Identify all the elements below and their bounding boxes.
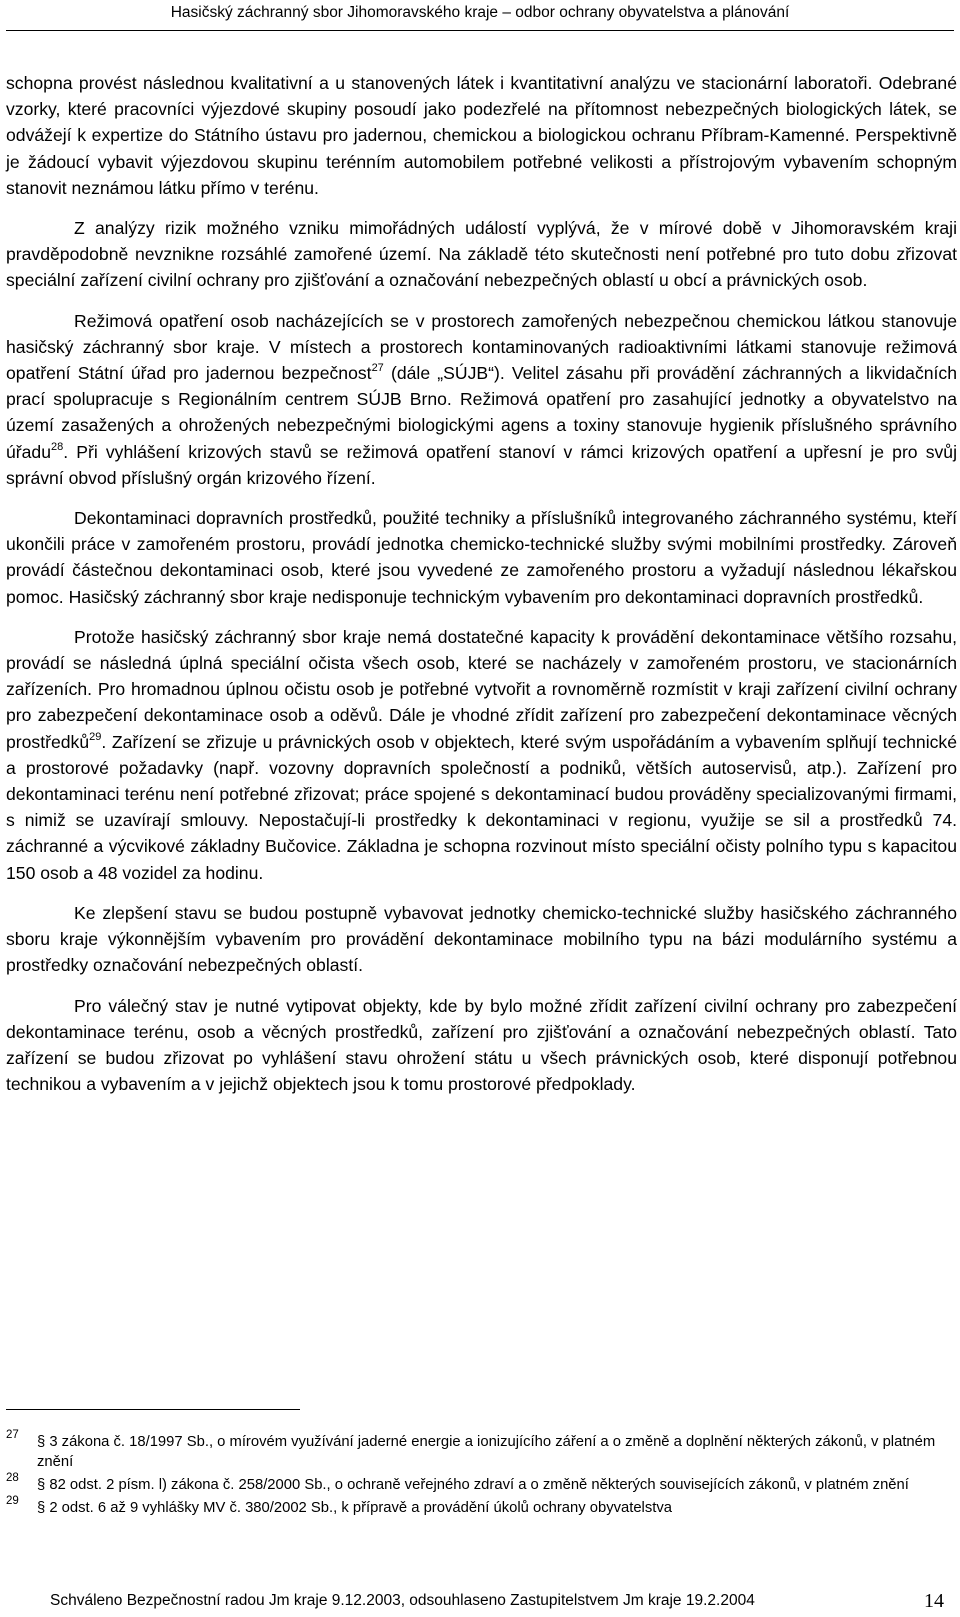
paragraph-text: Dekontaminaci dopravních prostředků, použité techniky a příslušníků integrovaného záchranného systému, kteří ukončili práce v zamořeném prostoru, provádí jednotka chemicko-technické služby svými mobilními prostředky. Zároveň provádí částečnou dekontaminaci osob, které jsou vyvedené ze zamořeného prostoru a vyžadují následnou lékařskou pomoc. Hasičský záchranný sbor kraje nedisponuje technickým vybavením pro dekontaminaci dopravních prostředků. xyxy=(6,508,957,607)
document-body xyxy=(6,70,957,1111)
paragraph-text: . Zařízení se zřizuje u právnických osob v objektech, které svým uspořádáním a vybavením splňují technické a prostorové požadavky (např. vozovny dopravních společností a podniků, větších autoservisů, atp.). Zařízení pro dekontaminaci terénu není potřebné zřizovat; práce spojené s dekontaminací budou prováděny specializovanými firmami, s nimiž se uzavírají smlouvy. Nepostačují-li prostředky k dekontaminaci v regionu, využije se sil a prostředků 74. záchranné a výcvikové základny Bučovice. Základna je schopna rozvinout místo speciální očisty polního typu s kapacitou 150 osob a 48 vozidel za hodinu. xyxy=(6,731,957,883)
paragraph-risk-analysis xyxy=(6,215,957,294)
footnote-reference[interactable]: 28 xyxy=(51,440,64,453)
paragraph-text: (dále „SÚJB“). Velitel zásahu při provádění záchranných a likvidačních prací spolupracuje s Regionálním centrem SÚJB Brno. Režimová opatření pro zasahující jednotky a obyvatelstvo na území zasažených a ohrožených nebezpečnými biologickými agens a toxiny stanovuje hygienik příslušného správního úřadu xyxy=(6,363,957,462)
page-number: 14 xyxy=(924,1590,944,1612)
footnote-text: 82 odst. 2 písm. l) zákona č. 258/2000 Sb., o ochraně veřejného zdraví a o změně některých souvisejících zákonů, v platném znění xyxy=(49,1477,909,1493)
approval-footer: Schváleno Bezpečnostní radou Jm kraje 9.12.2003, odsouhlaseno Zastupitelstvem Jm kraje 19.2.2004 xyxy=(50,1592,755,1609)
paragraph-laboratory-analysis xyxy=(6,70,957,201)
section-sign: § xyxy=(37,1434,50,1450)
paragraph-decontamination-capacity xyxy=(6,624,957,886)
footnote-item xyxy=(6,1472,957,1495)
header-divider xyxy=(6,30,954,31)
footnote-reference[interactable]: 29 xyxy=(89,730,102,743)
section-sign: § xyxy=(37,1500,50,1516)
paragraph-improvements xyxy=(6,900,957,979)
footnote-reference[interactable]: 27 xyxy=(371,362,384,375)
paragraph-text: . Při vyhlášení krizových stavů se režimová opatření stanoví v rámci krizových opatření a upřesní je pro svůj správní obvod příslušný orgán krizového řízení. xyxy=(6,441,957,488)
paragraph-vehicle-decontamination xyxy=(6,505,957,610)
paragraph-wartime xyxy=(6,993,957,1098)
footnote-text: 2 odst. 6 až 9 vyhlášky MV č. 380/2002 Sb., k přípravě a provádění úkolů ochrany obyvatelstva xyxy=(49,1500,672,1516)
paragraph-regime-measures xyxy=(6,308,957,491)
paragraph-text: Protože hasičský záchranný sbor kraje nemá dostatečné kapacity k provádění dekontaminace většího rozsahu, provádí se následná úplná speciální očista všech osob, které se nacházely v zamořeném prostoru, ve stacionárních zařízeních. Pro hromadnou úplnou očistu osob je potřebné vytvořit a rovnoměrně rozmístit v kraji zařízení civilní ochrany pro zabezpečení dekontaminace osob a oděvů. Dále je vhodné zřídit zařízení pro zabezpečení dekontaminace věcných prostředků xyxy=(6,626,957,752)
footnote-number: 28 xyxy=(6,1472,19,1484)
paragraph-text: Režimová opatření osob nacházejících se v prostorech zamořených nebezpečnou chemickou látkou stanovuje hasičský záchranný sbor kraje. V místech a prostorech kontaminovaných radioaktivními látkami stanovuje režimová opatření Státní úřad pro jadernou bezpečnost xyxy=(6,310,957,384)
paragraph-text: Pro válečný stav je nutné vytipovat objekty, kde by bylo možné zřídit zařízení civilní ochrany pro zabezpečení dekontaminace terénu, osob a věcných prostředků, zařízení pro zjišťování a označování nebezpečných oblastí. Tato zařízení se budou zřizovat po vyhlášení stavu ohrožení státu u všech právnických osob, které disponují potřebnou technikou a vybavením a v jejichž objektech jsou k tomu prostorové předpoklady. xyxy=(6,995,957,1095)
footnote-item xyxy=(6,1429,957,1472)
footnote-number: 27 xyxy=(6,1429,19,1441)
footnote-item xyxy=(6,1495,957,1518)
section-sign: § xyxy=(37,1477,50,1493)
paragraph-text: Z analýzy rizik možného vzniku mimořádných událostí vyplývá, že v mírové době v Jihomoravském kraji pravděpodobně nevznikne rozsáhlé zamořené území. Na základě této skutečnosti není potřebné pro tuto dobu zřizovat speciální zařízení civilní ochrany pro zjišťování a označování nebezpečných oblastí u obcí a právnických osob. xyxy=(6,218,957,291)
footnote-text: 3 zákona č. 18/1997 Sb., o mírovém využívání jaderné energie a ionizujícího záření a o změně a doplnění některých zákonů, v platném znění xyxy=(37,1434,936,1470)
paragraph-text: schopna provést následnou kvalitativní a u stanovených látek i kvantitativní analýzu ve stacionární laboratoři. Odebrané vzorky, které pracovníci výjezdové skupiny posoudí jako podezřelé na přítomnost nebezpečných biologických látek, se odvážejí k expertize do Státního ústavu pro jadernou, chemickou a biologickou ochranu Příbram-Kamenné. Perspektivně je žádoucí vybavit výjezdovou skupinu terénním automobilem potřebné velikosti a přístrojovým vybavením schopným stanovit neznámou látku přímo v terénu. xyxy=(6,73,957,198)
footnotes xyxy=(6,1429,957,1521)
footnote-number: 29 xyxy=(6,1495,19,1507)
running-header: Hasičský záchranný sbor Jihomoravského kraje – odbor ochrany obyvatelstva a plánování xyxy=(170,4,790,21)
footnote-divider xyxy=(6,1409,300,1410)
paragraph-text: Ke zlepšení stavu se budou postupně vybavovat jednotky chemicko-technické služby hasičského záchranného sboru kraje výkonnějším vybavením pro provádění dekontaminace mobilního typu na bázi modulárního systému a prostředky označování nebezpečných oblastí. xyxy=(6,902,957,976)
